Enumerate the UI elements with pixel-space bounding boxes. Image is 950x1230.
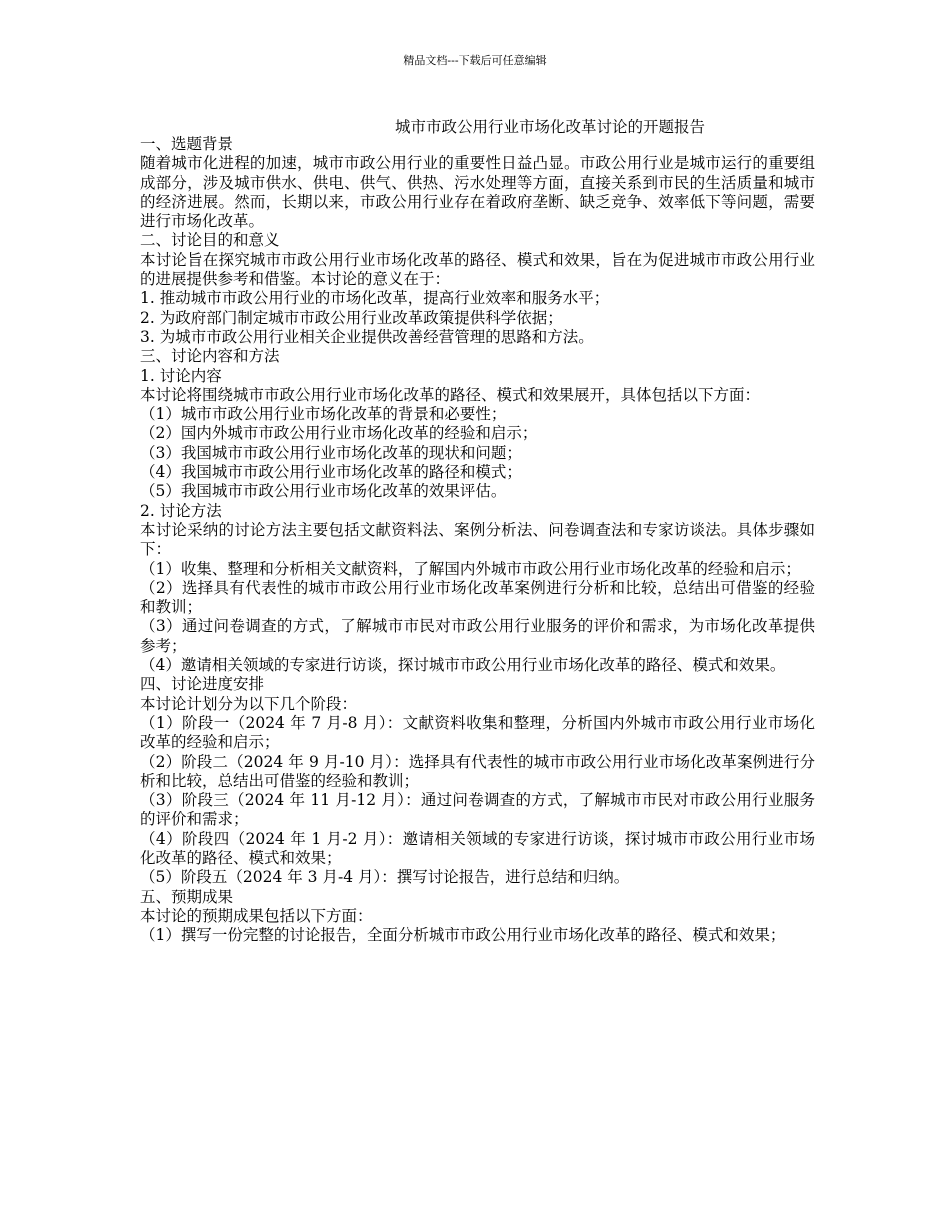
paragraph: 本讨论将围绕城市市政公用行业市场化改革的路径、模式和效果展开，具体包括以下方面： [140, 385, 761, 404]
list-item: （2）阶段二（2024 年 9 月-10 月）：选择具有代表性的城市市政公用行业市场化改革案例进行分析和比较，总结出可借鉴的经验和教训； [140, 752, 815, 790]
paragraph: 本讨论计划分为以下几个阶段： [140, 694, 358, 713]
paragraph: 本讨论旨在探究城市市政公用行业市场化改革的路径、模式和效果，旨在为促进城市市政公用行业的进展提供参考和借鉴。本讨论的意义在于： [140, 250, 815, 289]
document-title: 城市市政公用行业市场化改革讨论的开题报告 [394, 118, 705, 136]
list-item: （4）我国城市市政公用行业市场化改革的路径和模式； [140, 463, 522, 482]
section-heading: 三、讨论内容和方法 [140, 347, 280, 366]
paragraph: 本讨论的预期成果包括以下方面： [140, 906, 373, 925]
subsection-heading: 2. 讨论方法 [140, 501, 222, 520]
section-heading: 五、预期成果 [140, 887, 234, 906]
list-item: 2. 为政府部门制定城市市政公用行业改革政策提供科学依据； [140, 308, 563, 327]
list-item: （5）阶段五（2024 年 3 月-4 月）：撰写讨论报告，进行总结和归纳。 [140, 868, 630, 887]
list-item: （3）通过问卷调查的方式，了解城市市民对市政公用行业服务的评价和需求，为市场化改革提供参考； [140, 617, 815, 655]
list-item: （1）撰写一份完整的讨论报告，全面分析城市市政公用行业市场化改革的路径、模式和效果； [140, 926, 786, 945]
subsection-heading: 1. 讨论内容 [140, 366, 222, 385]
list-item: 3. 为城市市政公用行业相关企业提供改善经营管理的思路和方法。 [140, 327, 594, 346]
section-heading: 一、选题背景 [140, 135, 234, 153]
list-item: （3）我国城市市政公用行业市场化改革的现状和问题； [140, 443, 522, 462]
list-item: 1. 推动城市市政公用行业的市场化改革，提高行业效率和服务水平； [140, 289, 610, 308]
document-body [140, 135, 815, 945]
list-item: （3）阶段三（2024 年 11 月-12 月）：通过问卷调查的方式，了解城市市民对市政公用行业服务的评价和需求； [140, 791, 815, 829]
section-heading: 四、讨论进度安排 [140, 675, 265, 694]
page-header: 精品文档---下载后可任意编辑 [403, 54, 547, 67]
list-item: （5）我国城市市政公用行业市场化改革的效果评估。 [140, 482, 507, 501]
list-item: （4）阶段四（2024 年 1 月-2 月）：邀请相关领域的专家进行访谈，探讨城市市政公用行业市场化改革的路径、模式和效果； [140, 829, 815, 867]
list-item: （1）阶段一（2024 年 7 月-8 月）：文献资料收集和整理，分析国内外城市市政公用行业市场化改革的经验和启示； [140, 713, 815, 752]
list-item: （4）邀请相关领域的专家进行访谈，探讨城市市政公用行业市场化改革的路径、模式和效果。 [140, 656, 786, 675]
paragraph: 随着城市化进程的加速，城市市政公用行业的重要性日益凸显。市政公用行业是城市运行的重要组成部分，涉及城市供水、供电、供气、供热、污水处理等方面，直接关系到市民的生活质量和城市的经济进展。然而，长期以来，市政公用行业存在着政府垄断、缺乏竞争、效率低下等问题，需要进行市场化改革。 [140, 154, 815, 231]
paragraph: 本讨论采纳的讨论方法主要包括文献资料法、案例分析法、问卷调查法和专家访谈法。具体步骤如下： [140, 520, 815, 559]
list-item: （2）国内外城市市政公用行业市场化改革的经验和启示； [140, 424, 538, 443]
list-item: （1）城市市政公用行业市场化改革的背景和必要性； [140, 405, 507, 424]
section-heading: 二、讨论目的和意义 [140, 231, 280, 250]
list-item: （2）选择具有代表性的城市市政公用行业市场化改革案例进行分析和比较，总结出可借鉴的经验和教训； [140, 578, 815, 617]
list-item: （1）收集、整理和分析相关文献资料，了解国内外城市市政公用行业市场化改革的经验和启示； [140, 559, 801, 578]
